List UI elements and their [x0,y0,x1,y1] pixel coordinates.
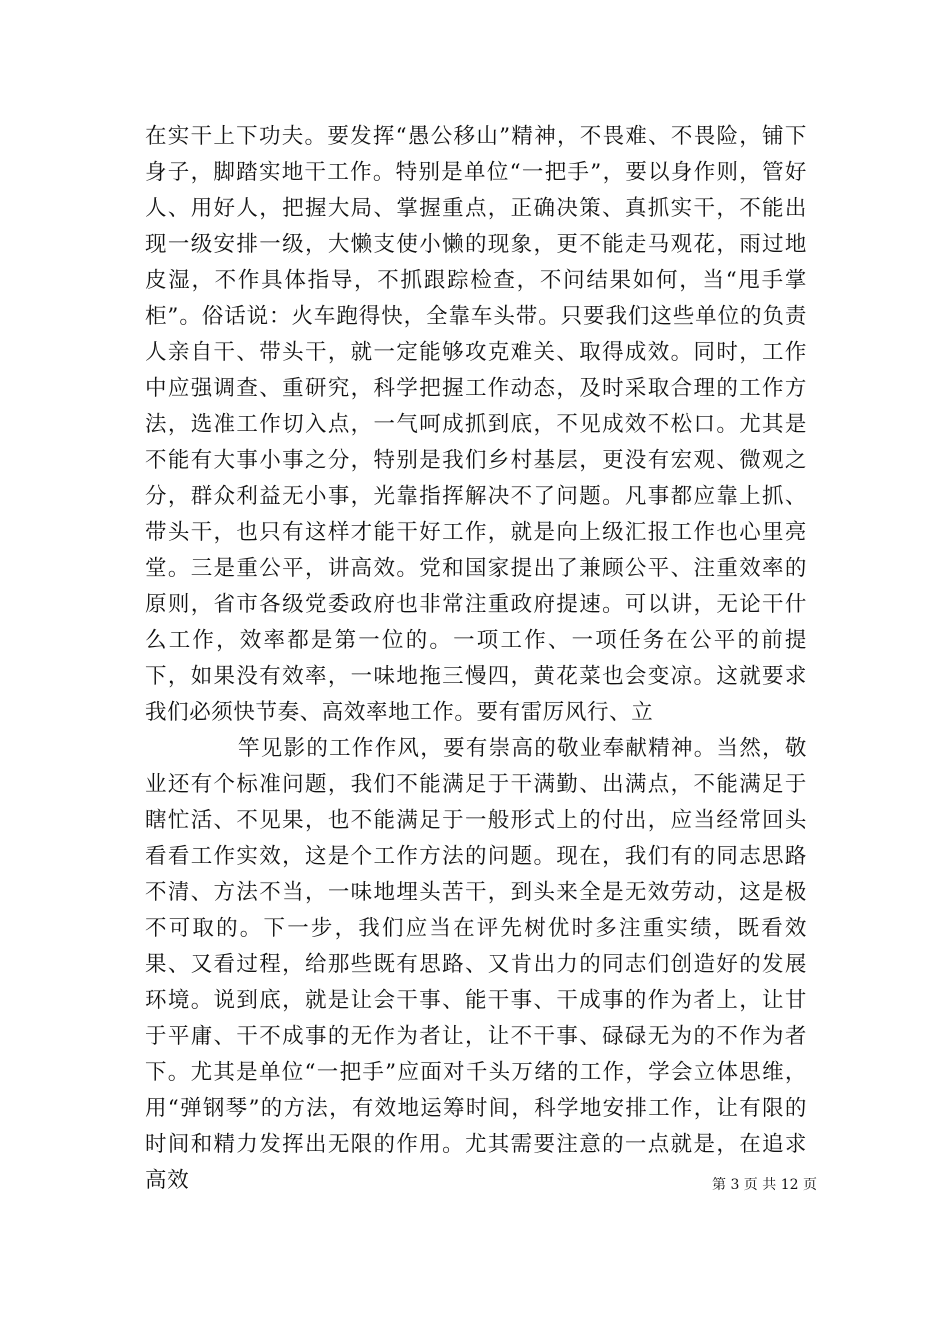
page-number-footer: 第 3 页 共 12 页 [712,1177,817,1193]
body-paragraph-2: 竿见影的工作作风，要有崇高的敬业奉献精神。当然，敬业还有个标准问题，我们不能满足于干满勤、出满点，不能满足于瞎忙活、不见果，也不能满足于一般形式上的付出，应当经常回头看看工作实效，这是个工作方法的问题。现在，我们有的同志思路不清、方法不当，一味地埋头苦干，到头来全是无效劳动，这是极不可取的。下一步，我们应当在评先树优时多注重实绩，既看效果、又看过程，给那些既有思路、又肯出力的同志们创造好的发展环境。说到底，就是让会干事、能干事、干成事的作为者上，让甘于平庸、干不成事的无作为者让，让不干事、碌碌无为的不作为者下。尤其是单位“一把手”应面对千头万绪的工作，学会立体思维，用“弹钢琴”的方法，有效地运筹时间，科学地安排工作，让有限的时间和精力发挥出无限的作用。尤其需要注意的一点就是，在追求高效 [145,736,807,1193]
body-paragraph-1: 在实干上下功夫。要发挥“愚公移山”精神，不畏难、不畏险，铺下身子，脚踏实地干工作。特别是单位“一把手”，要以身作则，管好人、用好人，把握大局、掌握重点，正确决策、真抓实干，不能出现一级安排一级，大懒支使小懒的现象，更不能走马观花，雨过地皮湿，不作具体指导，不抓跟踪检查，不问结果如何，当“甩手掌柜”。俗话说：火车跑得快，全靠车头带。只要我们这些单位的负责人亲自干、带头干，就一定能够攻克难关、取得成效。同时，工作中应强调查、重研究，科学把握工作动态，及时采取合理的工作方法，选准工作切入点，一气呵成抓到底，不见成效不松口。尤其是不能有大事小事之分，特别是我们乡村基层，更没有宏观、微观之分，群众利益无小事，光靠指挥解决不了问题。凡事都应靠上抓、带头干，也只有这样才能干好工作，就是向上级汇报工作也心里亮堂。三是重公平，讲高效。党和国家提出了兼顾公平、注重效率的原则，省市各级党委政府也非常注重政府提速。可以讲，无论干什么工作，效率都是第一位的。一项工作、一项任务在公平的前提下，如果没有效率，一味地拖三慢四，黄花菜也会变凉。这就要求我们必须快节奏、高效率地工作。要有雷厉风行、立 [145,124,807,725]
